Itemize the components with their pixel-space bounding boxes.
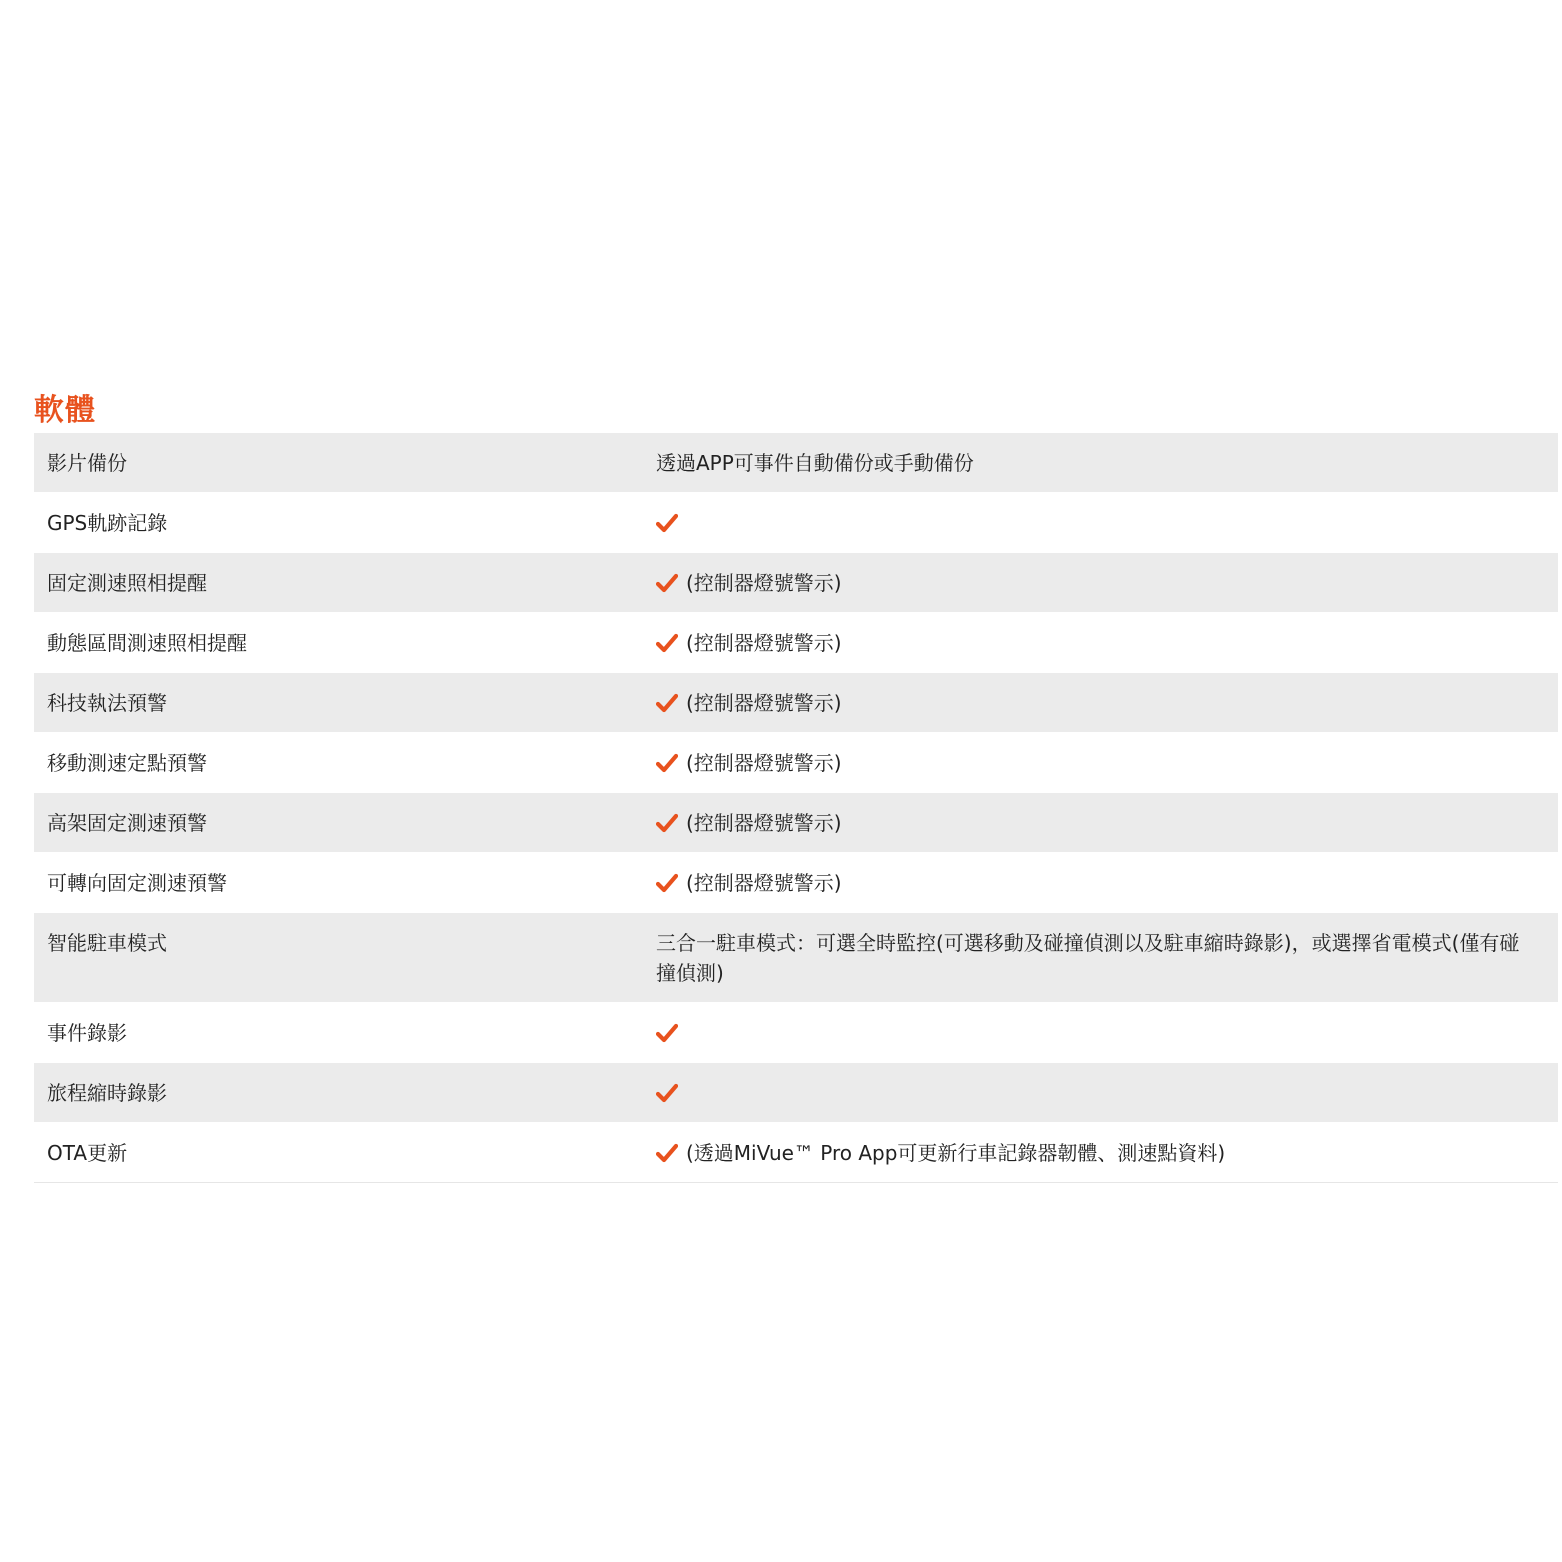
row-value (644, 673, 1558, 733)
row-value-text: 三合一駐車模式：可選全時監控(可選移動及碰撞偵測以及駐車縮時錄影)，或選擇省電模式(僅有碰撞偵測) (656, 931, 1520, 985)
row-label: 高架固定測速預警 (34, 793, 644, 853)
row-note: (控制器燈號警示) (686, 631, 842, 655)
row-label: 影片備份 (34, 433, 644, 493)
checkmark-icon (656, 1023, 678, 1043)
row-value (644, 1063, 1558, 1123)
row-label: 可轉向固定測速預警 (34, 853, 644, 913)
row-label: OTA更新 (34, 1123, 644, 1183)
checkmark-icon (656, 813, 678, 833)
row-label: 固定測速照相提醒 (34, 553, 644, 613)
row-note: (控制器燈號警示) (686, 571, 842, 595)
spec-table-body (34, 433, 1558, 1183)
table-row (34, 493, 1558, 553)
row-value-text: 透過APP可事件自動備份或手動備份 (656, 451, 974, 475)
table-row (34, 613, 1558, 673)
row-label: 旅程縮時錄影 (34, 1063, 644, 1123)
row-label: GPS軌跡記錄 (34, 493, 644, 553)
row-value (644, 1123, 1558, 1183)
row-note: (控制器燈號警示) (686, 691, 842, 715)
row-value (644, 553, 1558, 613)
table-row (34, 913, 1558, 1003)
row-note: (控制器燈號警示) (686, 811, 842, 835)
row-value (644, 493, 1558, 553)
row-note: (透過MiVue™ Pro App可更新行車記錄器韌體、測速點資料) (686, 1141, 1226, 1165)
row-value (644, 793, 1558, 853)
row-label: 科技執法預警 (34, 673, 644, 733)
checkmark-icon (656, 693, 678, 713)
table-row (34, 1123, 1558, 1183)
row-note: (控制器燈號警示) (686, 751, 842, 775)
row-value (644, 913, 1558, 1003)
checkmark-icon (656, 633, 678, 653)
checkmark-icon (656, 573, 678, 593)
software-spec-section (34, 390, 1558, 1183)
checkmark-icon (656, 1083, 678, 1103)
row-label: 智能駐車模式 (34, 913, 644, 1003)
table-row (34, 733, 1558, 793)
table-row (34, 1003, 1558, 1063)
checkmark-icon (656, 753, 678, 773)
table-row (34, 433, 1558, 493)
row-value (644, 433, 1558, 493)
table-row (34, 853, 1558, 913)
row-label: 移動測速定點預警 (34, 733, 644, 793)
spec-table (34, 433, 1558, 1183)
checkmark-icon (656, 1143, 678, 1163)
section-title: 軟體 (34, 393, 96, 428)
row-note: (控制器燈號警示) (686, 871, 842, 895)
row-value (644, 733, 1558, 793)
table-row (34, 1063, 1558, 1123)
table-row (34, 553, 1558, 613)
row-value (644, 613, 1558, 673)
row-value (644, 853, 1558, 913)
table-row (34, 793, 1558, 853)
row-label: 動態區間測速照相提醒 (34, 613, 644, 673)
table-row (34, 673, 1558, 733)
row-value (644, 1003, 1558, 1063)
checkmark-icon (656, 513, 678, 533)
row-label: 事件錄影 (34, 1003, 644, 1063)
checkmark-icon (656, 873, 678, 893)
